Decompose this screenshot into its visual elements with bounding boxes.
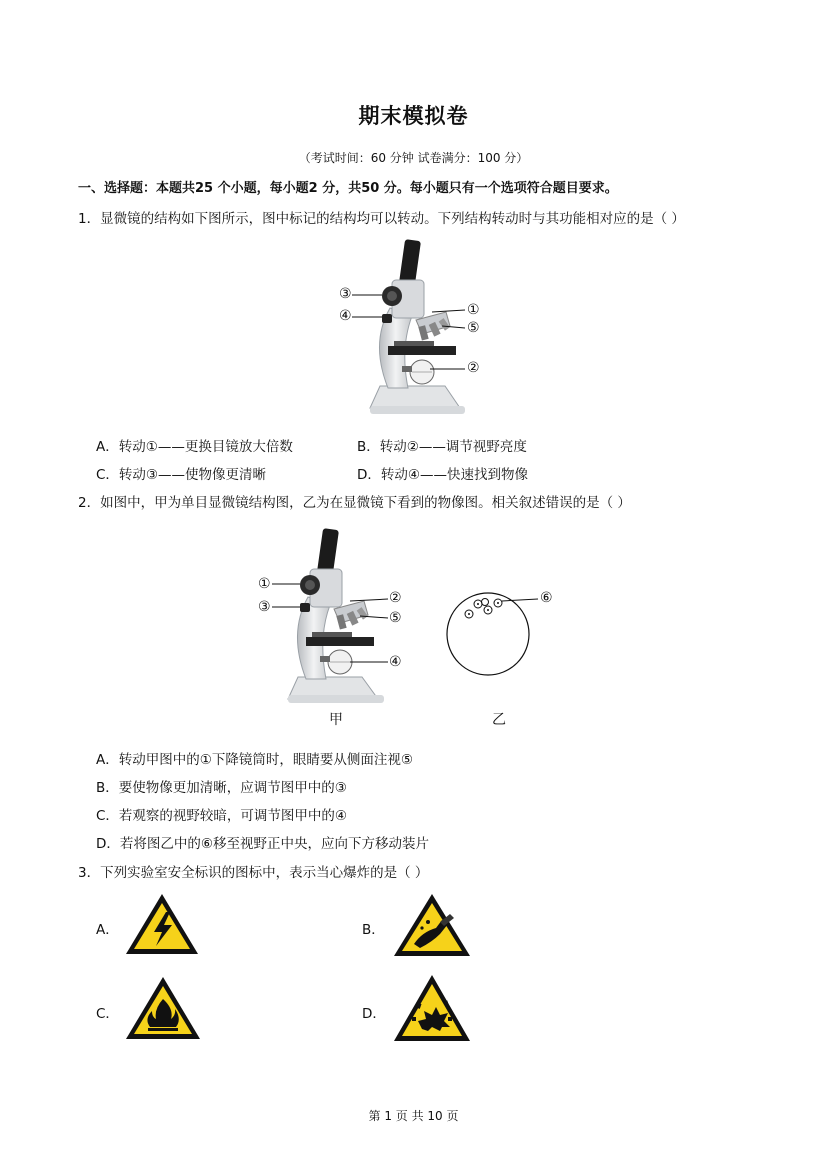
question-1-stem: 1．显微镜的结构如下图所示，图中标记的结构均可以转动。下列结构转动时与其功能相对应的是（ ）: [78, 211, 685, 227]
fig1-label-4: ④: [339, 308, 352, 324]
q1-option-d: D．转动④——快速找到物像: [357, 467, 528, 483]
page-number-footer: 第 1 页 共 10 页: [368, 1109, 459, 1123]
fig1-label-3: ③: [339, 286, 352, 302]
flammable-icon: [124, 975, 202, 1041]
q2-option-b: B．要使物像更加清晰，应调节图甲中的③: [96, 780, 347, 796]
electric-shock-icon: [124, 892, 200, 956]
fig2-label-3: ③: [258, 599, 271, 615]
fig1-label-2: ②: [467, 360, 480, 376]
fig2-label-6: ⑥: [540, 590, 553, 606]
fig1-label-1: ①: [467, 302, 480, 318]
q1-option-b: B．转动②——调节视野亮度: [357, 439, 527, 455]
caption-yi: 乙: [492, 712, 506, 728]
q2-option-a: A．转动甲图中的①下降镜筒时，眼睛要从侧面注视⑤: [96, 752, 413, 768]
caption-jia: 甲: [329, 712, 343, 728]
fig2-label-2: ②: [389, 590, 402, 606]
question-3-stem: 3．下列实验室安全标识的图标中，表示当心爆炸的是（ ）: [78, 865, 429, 881]
field-of-view-figure: [446, 588, 546, 680]
q1-option-a: A．转动①——更换目镜放大倍数: [96, 439, 293, 455]
corrosive-icon: [392, 892, 472, 958]
q1-option-c: C．转动③——使物像更清晰: [96, 467, 267, 483]
q2-option-c: C．若观察的视野较暗，可调节图甲中的④: [96, 808, 348, 824]
q3-option-a: A．: [96, 922, 119, 938]
section-heading: 一、选择题：本题共25 个小题，每小题2 分，共50 分。每小题只有一个选项符合题目要求。: [78, 181, 618, 196]
fig2-label-4: ④: [389, 654, 402, 670]
fig2-label-5: ⑤: [389, 610, 402, 626]
exam-info: （考试时间：60 分钟 试卷满分：100 分）: [298, 151, 529, 165]
q3-option-c: C．: [96, 1006, 119, 1022]
q2-option-d: D．若将图乙中的⑥移至视野正中央，应向下方移动装片: [96, 836, 429, 852]
fig2-label-1: ①: [258, 576, 271, 592]
fig1-label-5: ⑤: [467, 320, 480, 336]
question-2-stem: 2．如图中，甲为单目显微镜结构图，乙为在显微镜下看到的物像图。相关叙述错误的是（ ）: [78, 495, 631, 511]
page-title: 期末模拟卷: [358, 104, 469, 128]
q3-option-d: D．: [362, 1006, 386, 1022]
explosive-icon: [392, 973, 472, 1043]
q3-option-b: B．: [362, 922, 385, 938]
